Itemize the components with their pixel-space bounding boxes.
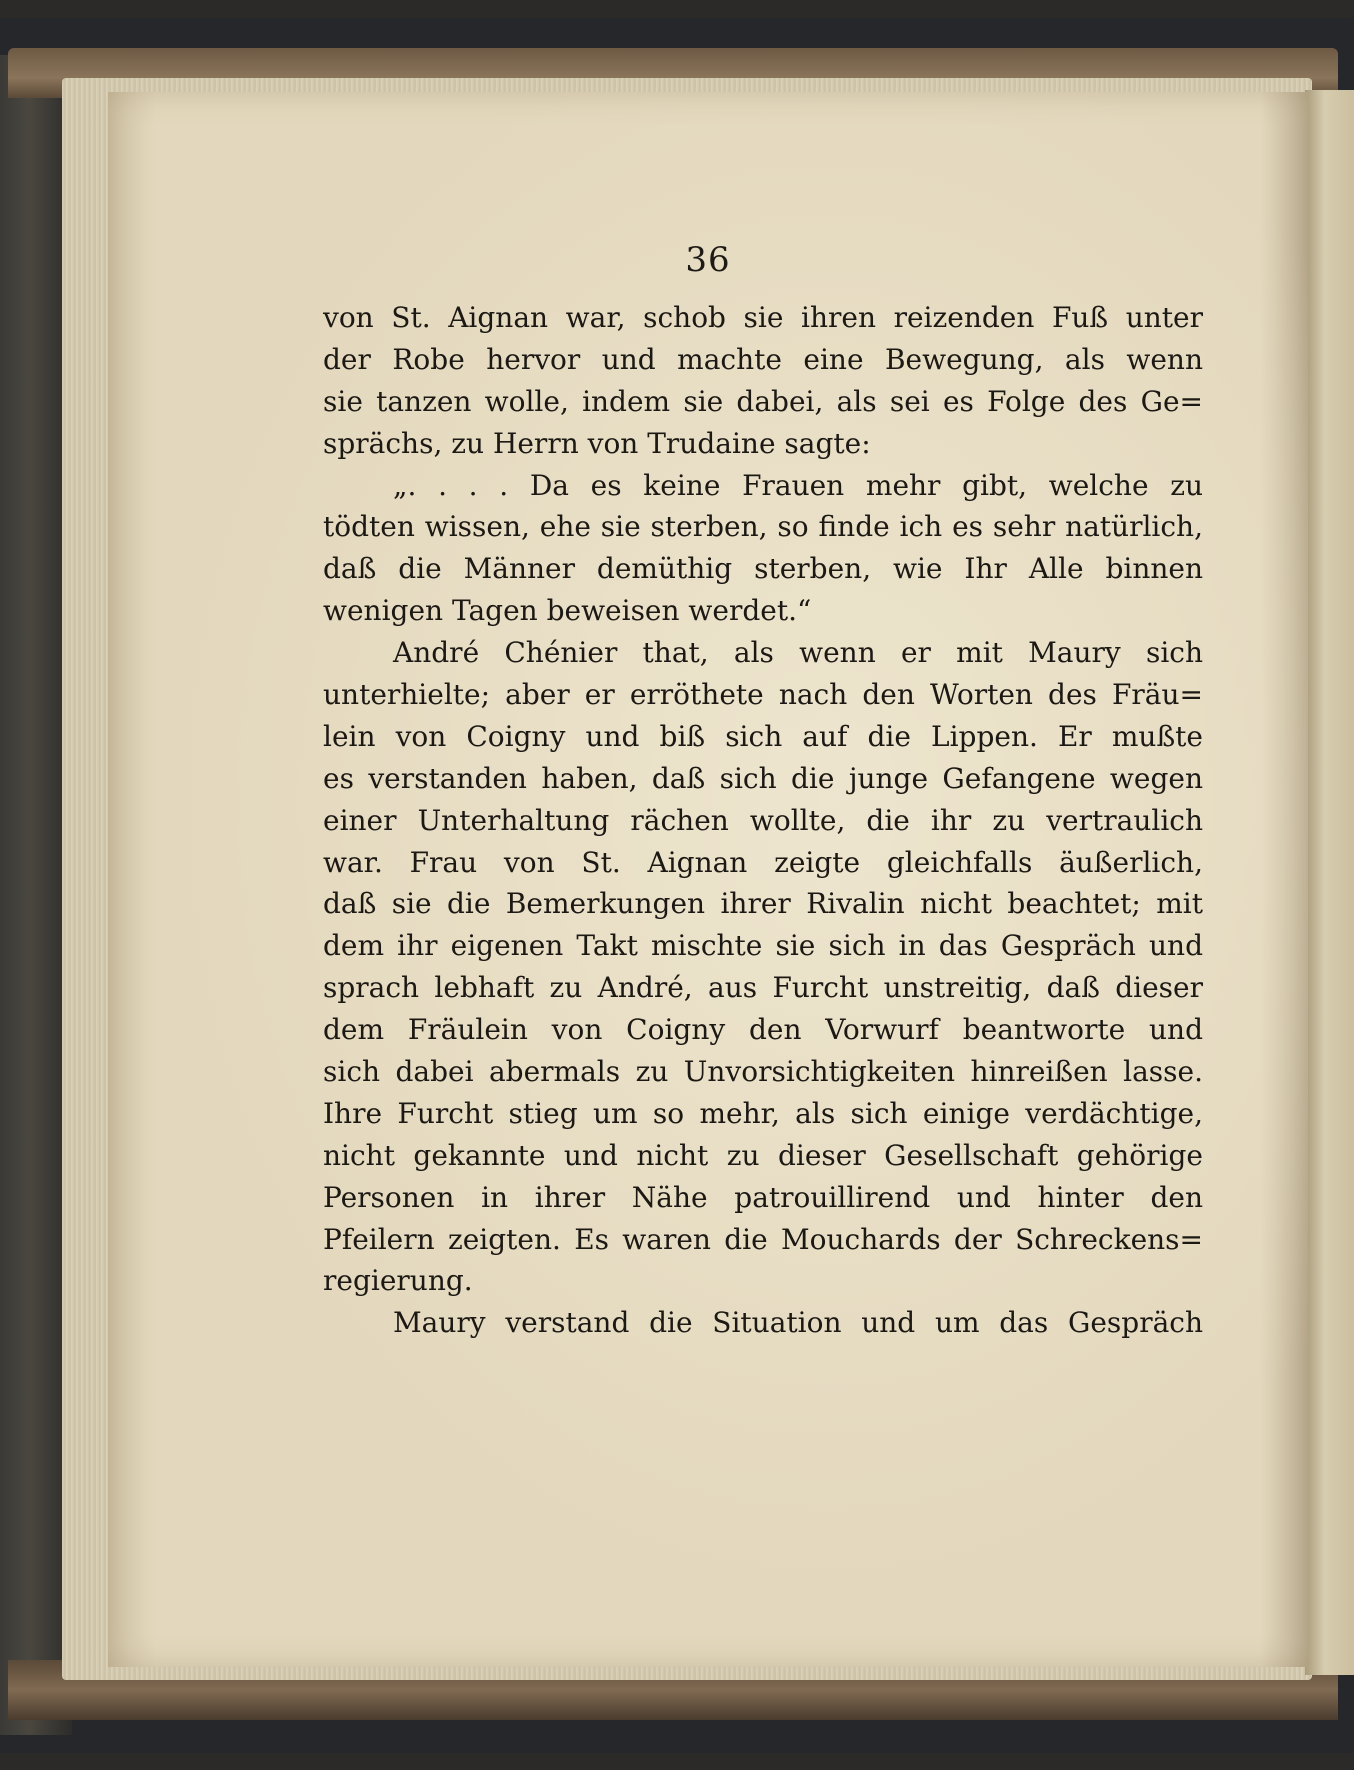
- text-line: daß sie die Bemerkungen ihrer Rivalin nicht beachtet; mit: [323, 887, 1203, 921]
- text-line: Maury verstand die Situation und um das Gespräch: [393, 1306, 1203, 1340]
- text-line: war. Frau von St. Aignan zeigte gleichfalls äußerlich,: [323, 845, 1203, 879]
- text-line: unterhielte; aber er erröthete nach den Worten des Fräu=: [323, 678, 1203, 712]
- text-line: „. . . . Da es keine Frauen mehr gibt, welche zu: [393, 468, 1203, 502]
- body-text: [323, 297, 1203, 1344]
- text-line: tödten wissen, ehe sie sterben, so finde ich es sehr natürlich,: [323, 510, 1203, 544]
- text-line: wenigen Tagen beweisen werdet.“: [323, 594, 812, 628]
- text-line: von St. Aignan war, schob sie ihren reizenden Fuß unter: [323, 301, 1203, 334]
- text-line: es verstanden haben, daß sich die junge Gefangene wegen: [323, 761, 1203, 795]
- text-line: sich dabei abermals zu Unvorsichtigkeiten hinreißen lasse.: [323, 1055, 1203, 1089]
- text-line: sprach lebhaft zu André, aus Furcht unstreitig, daß dieser: [323, 971, 1203, 1005]
- text-line: Pfeilern zeigten. Es waren die Mouchards der Schreckens=: [323, 1222, 1203, 1256]
- text-line: André Chénier that, als wenn er mit Maury sich: [393, 636, 1203, 670]
- text-line: lein von Coigny und biß sich auf die Lippen. Er mußte: [323, 719, 1203, 753]
- text-line: Personen in ihrer Nähe patrouillirend und hinter den: [323, 1180, 1203, 1214]
- text-line: dem ihr eigenen Takt mischte sie sich in das Gespräch und: [323, 929, 1203, 963]
- text-line: nicht gekannte und nicht zu dieser Gesellschaft gehörige: [323, 1138, 1203, 1172]
- text-line: sprächs, zu Herrn von Trudaine sagte:: [323, 426, 871, 460]
- text-line: dem Fräulein von Coigny den Vorwurf beantworte und: [323, 1013, 1203, 1047]
- facing-page-edge: [1305, 90, 1354, 1675]
- text-line: der Robe hervor und machte eine Bewegung, als wenn: [323, 342, 1203, 376]
- text-line: daß die Männer demüthig sterben, wie Ihr Alle binnen: [323, 552, 1203, 586]
- text-line: regierung.: [323, 1264, 473, 1298]
- book-page: [108, 92, 1308, 1667]
- page-number: 36: [685, 240, 731, 280]
- text-line: sie tanzen wolle, indem sie dabei, als sei es Folge des Ge=: [323, 384, 1203, 418]
- text-line: einer Unterhaltung rächen wollte, die ihr zu vertraulich: [323, 803, 1203, 837]
- text-line: Ihre Furcht stieg um so mehr, als sich einige verdächtige,: [323, 1096, 1203, 1130]
